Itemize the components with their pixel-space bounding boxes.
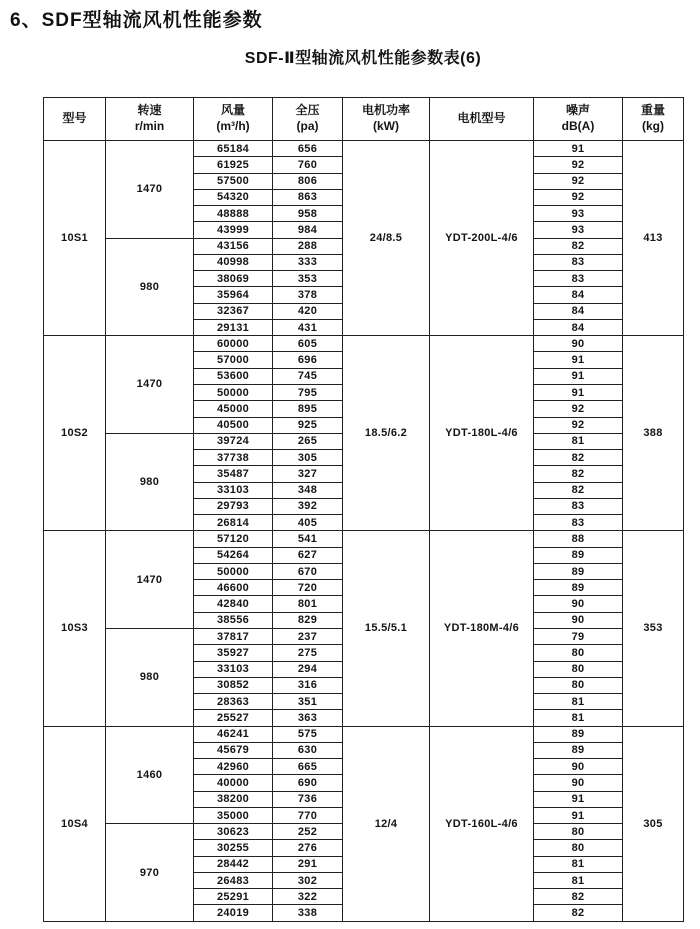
pressure-cell: 627 — [273, 547, 343, 563]
airflow-cell: 57120 — [194, 531, 273, 547]
noise-cell: 91 — [534, 141, 623, 157]
col-header-airflow — [194, 98, 273, 141]
noise-cell: 81 — [534, 710, 623, 726]
page-title: 6、SDF型轴流风机性能参数 — [10, 10, 263, 31]
speed-cell: 980 — [106, 628, 194, 726]
pressure-cell: 316 — [273, 677, 343, 693]
speed-cell: 980 — [106, 238, 194, 336]
speed-cell: 980 — [106, 433, 194, 531]
motor-power-cell: 18.5/6.2 — [343, 336, 430, 531]
noise-cell: 82 — [534, 889, 623, 905]
pressure-cell: 294 — [273, 661, 343, 677]
table-row — [44, 336, 684, 352]
airflow-cell: 48888 — [194, 206, 273, 222]
airflow-cell: 65184 — [194, 141, 273, 157]
pressure-cell: 795 — [273, 384, 343, 400]
airflow-cell: 61925 — [194, 157, 273, 173]
pressure-cell: 378 — [273, 287, 343, 303]
noise-cell: 89 — [534, 726, 623, 742]
header-label: 风量 — [220, 103, 245, 118]
col-header-motor-power — [343, 98, 430, 141]
pressure-cell: 736 — [273, 791, 343, 807]
airflow-cell: 46241 — [194, 726, 273, 742]
noise-cell: 89 — [534, 742, 623, 758]
noise-cell: 83 — [534, 515, 623, 531]
airflow-cell: 30852 — [194, 677, 273, 693]
noise-cell: 91 — [534, 352, 623, 368]
noise-cell: 93 — [534, 222, 623, 238]
header-label: 电机功率 — [361, 103, 410, 118]
noise-cell: 82 — [534, 466, 623, 482]
noise-cell: 79 — [534, 628, 623, 644]
noise-cell: 91 — [534, 368, 623, 384]
col-header-weight — [623, 98, 684, 141]
motor-model-cell: YDT-200L-4/6 — [430, 141, 534, 336]
noise-cell: 80 — [534, 645, 623, 661]
pressure-cell: 696 — [273, 352, 343, 368]
noise-cell: 90 — [534, 612, 623, 628]
pressure-cell: 275 — [273, 645, 343, 661]
noise-cell: 82 — [534, 450, 623, 466]
pressure-cell: 265 — [273, 433, 343, 449]
pressure-cell: 431 — [273, 319, 343, 335]
noise-cell: 92 — [534, 189, 623, 205]
airflow-cell: 32367 — [194, 303, 273, 319]
table-title: SDF-Ⅱ型轴流风机性能参数表(6) — [244, 50, 482, 67]
airflow-cell: 28442 — [194, 856, 273, 872]
airflow-cell: 40500 — [194, 417, 273, 433]
speed-cell: 1470 — [106, 141, 194, 239]
airflow-cell: 40000 — [194, 775, 273, 791]
airflow-cell: 40998 — [194, 254, 273, 270]
pressure-cell: 770 — [273, 807, 343, 823]
pressure-cell: 895 — [273, 401, 343, 417]
pressure-cell: 351 — [273, 694, 343, 710]
pressure-cell: 925 — [273, 417, 343, 433]
noise-cell: 82 — [534, 482, 623, 498]
motor-model-cell: YDT-160L-4/6 — [430, 726, 534, 921]
noise-cell: 89 — [534, 547, 623, 563]
airflow-cell: 38069 — [194, 271, 273, 287]
noise-cell: 82 — [534, 905, 623, 922]
header-label: 转速 — [137, 103, 162, 118]
airflow-cell: 60000 — [194, 336, 273, 352]
pressure-cell: 338 — [273, 905, 343, 922]
noise-cell: 90 — [534, 336, 623, 352]
noise-cell: 91 — [534, 384, 623, 400]
noise-cell: 93 — [534, 206, 623, 222]
pressure-cell: 305 — [273, 450, 343, 466]
speed-cell: 1470 — [106, 336, 194, 434]
pressure-cell: 291 — [273, 856, 343, 872]
pressure-cell: 863 — [273, 189, 343, 205]
noise-cell: 81 — [534, 433, 623, 449]
airflow-cell: 39724 — [194, 433, 273, 449]
pressure-cell: 670 — [273, 563, 343, 579]
pressure-cell: 760 — [273, 157, 343, 173]
noise-cell: 83 — [534, 254, 623, 270]
airflow-cell: 45679 — [194, 742, 273, 758]
col-header-motor-model — [430, 98, 534, 141]
pressure-cell: 252 — [273, 824, 343, 840]
pressure-cell: 322 — [273, 889, 343, 905]
pressure-cell: 984 — [273, 222, 343, 238]
model-cell: 10S2 — [44, 336, 106, 531]
motor-power-cell: 15.5/5.1 — [343, 531, 430, 726]
table-header — [44, 98, 684, 141]
pressure-cell: 720 — [273, 580, 343, 596]
header-unit: dB(A) — [561, 119, 595, 133]
fan-spec-table — [43, 97, 684, 922]
noise-cell: 80 — [534, 840, 623, 856]
header-unit: (kW) — [373, 119, 399, 133]
header-unit: r/min — [134, 119, 165, 133]
airflow-cell: 43156 — [194, 238, 273, 254]
header-row — [44, 98, 684, 141]
airflow-cell: 35487 — [194, 466, 273, 482]
pressure-cell: 541 — [273, 531, 343, 547]
table-row — [44, 141, 684, 157]
noise-cell: 81 — [534, 872, 623, 888]
pressure-cell: 690 — [273, 775, 343, 791]
pressure-cell: 958 — [273, 206, 343, 222]
pressure-cell: 630 — [273, 742, 343, 758]
table-row — [44, 726, 684, 742]
header-label: 型号 — [62, 111, 87, 126]
pressure-cell: 575 — [273, 726, 343, 742]
speed-cell: 970 — [106, 824, 194, 922]
airflow-cell: 46600 — [194, 580, 273, 596]
noise-cell: 80 — [534, 677, 623, 693]
pressure-cell: 420 — [273, 303, 343, 319]
table-row — [44, 531, 684, 547]
pressure-cell: 665 — [273, 759, 343, 775]
motor-model-cell: YDT-180M-4/6 — [430, 531, 534, 726]
airflow-cell: 28363 — [194, 694, 273, 710]
model-cell: 10S4 — [44, 726, 106, 921]
airflow-cell: 42960 — [194, 759, 273, 775]
noise-cell: 81 — [534, 856, 623, 872]
header-label: 电机型号 — [457, 111, 506, 126]
airflow-cell: 33103 — [194, 661, 273, 677]
motor-power-cell: 12/4 — [343, 726, 430, 921]
header-label: 重量 — [640, 103, 665, 118]
noise-cell: 81 — [534, 694, 623, 710]
airflow-cell: 35964 — [194, 287, 273, 303]
pressure-cell: 288 — [273, 238, 343, 254]
pressure-cell: 363 — [273, 710, 343, 726]
pressure-cell: 276 — [273, 840, 343, 856]
model-cell: 10S3 — [44, 531, 106, 726]
pressure-cell: 806 — [273, 173, 343, 189]
pressure-cell: 829 — [273, 612, 343, 628]
weight-cell: 413 — [623, 141, 684, 336]
airflow-cell: 26814 — [194, 515, 273, 531]
noise-cell: 80 — [534, 824, 623, 840]
airflow-cell: 25291 — [194, 889, 273, 905]
airflow-cell: 54264 — [194, 547, 273, 563]
airflow-cell: 53600 — [194, 368, 273, 384]
airflow-cell: 45000 — [194, 401, 273, 417]
col-header-speed — [106, 98, 194, 141]
pressure-cell: 656 — [273, 141, 343, 157]
airflow-cell: 38200 — [194, 791, 273, 807]
noise-cell: 91 — [534, 791, 623, 807]
noise-cell: 92 — [534, 157, 623, 173]
airflow-cell: 25527 — [194, 710, 273, 726]
airflow-cell: 29131 — [194, 319, 273, 335]
weight-cell: 388 — [623, 336, 684, 531]
pressure-cell: 392 — [273, 498, 343, 514]
noise-cell: 92 — [534, 173, 623, 189]
noise-cell: 89 — [534, 580, 623, 596]
noise-cell: 92 — [534, 401, 623, 417]
airflow-cell: 24019 — [194, 905, 273, 922]
noise-cell: 90 — [534, 775, 623, 791]
noise-cell: 84 — [534, 287, 623, 303]
header-unit: (m³/h) — [216, 119, 250, 133]
pressure-cell: 327 — [273, 466, 343, 482]
noise-cell: 84 — [534, 319, 623, 335]
pressure-cell: 237 — [273, 628, 343, 644]
weight-cell: 353 — [623, 531, 684, 726]
pressure-cell: 302 — [273, 872, 343, 888]
pressure-cell: 745 — [273, 368, 343, 384]
header-unit: (pa) — [296, 119, 319, 133]
noise-cell: 89 — [534, 563, 623, 579]
airflow-cell: 50000 — [194, 384, 273, 400]
weight-cell: 305 — [623, 726, 684, 921]
header-unit: (kg) — [642, 119, 664, 133]
col-header-model — [44, 98, 106, 141]
airflow-cell: 37738 — [194, 450, 273, 466]
pressure-cell: 353 — [273, 271, 343, 287]
airflow-cell: 35927 — [194, 645, 273, 661]
col-header-pressure — [273, 98, 343, 141]
noise-cell: 90 — [534, 596, 623, 612]
airflow-cell: 29793 — [194, 498, 273, 514]
airflow-cell: 33103 — [194, 482, 273, 498]
pressure-cell: 801 — [273, 596, 343, 612]
airflow-cell: 37817 — [194, 628, 273, 644]
noise-cell: 84 — [534, 303, 623, 319]
airflow-cell: 35000 — [194, 807, 273, 823]
motor-model-cell: YDT-180L-4/6 — [430, 336, 534, 531]
airflow-cell: 57500 — [194, 173, 273, 189]
speed-cell: 1470 — [106, 531, 194, 629]
header-label: 全压 — [295, 103, 320, 118]
noise-cell: 92 — [534, 417, 623, 433]
airflow-cell: 30255 — [194, 840, 273, 856]
airflow-cell: 57000 — [194, 352, 273, 368]
model-cell: 10S1 — [44, 141, 106, 336]
header-label: 噪声 — [565, 103, 590, 118]
noise-cell: 82 — [534, 238, 623, 254]
noise-cell: 90 — [534, 759, 623, 775]
noise-cell: 83 — [534, 498, 623, 514]
pressure-cell: 605 — [273, 336, 343, 352]
noise-cell: 88 — [534, 531, 623, 547]
speed-cell: 1460 — [106, 726, 194, 824]
airflow-cell: 42840 — [194, 596, 273, 612]
noise-cell: 80 — [534, 661, 623, 677]
pressure-cell: 333 — [273, 254, 343, 270]
pressure-cell: 405 — [273, 515, 343, 531]
airflow-cell: 38556 — [194, 612, 273, 628]
motor-power-cell: 24/8.5 — [343, 141, 430, 336]
airflow-cell: 43999 — [194, 222, 273, 238]
airflow-cell: 30623 — [194, 824, 273, 840]
col-header-noise — [534, 98, 623, 141]
table-body — [44, 141, 684, 922]
noise-cell: 83 — [534, 271, 623, 287]
airflow-cell: 54320 — [194, 189, 273, 205]
airflow-cell: 50000 — [194, 563, 273, 579]
pressure-cell: 348 — [273, 482, 343, 498]
airflow-cell: 26483 — [194, 872, 273, 888]
noise-cell: 91 — [534, 807, 623, 823]
